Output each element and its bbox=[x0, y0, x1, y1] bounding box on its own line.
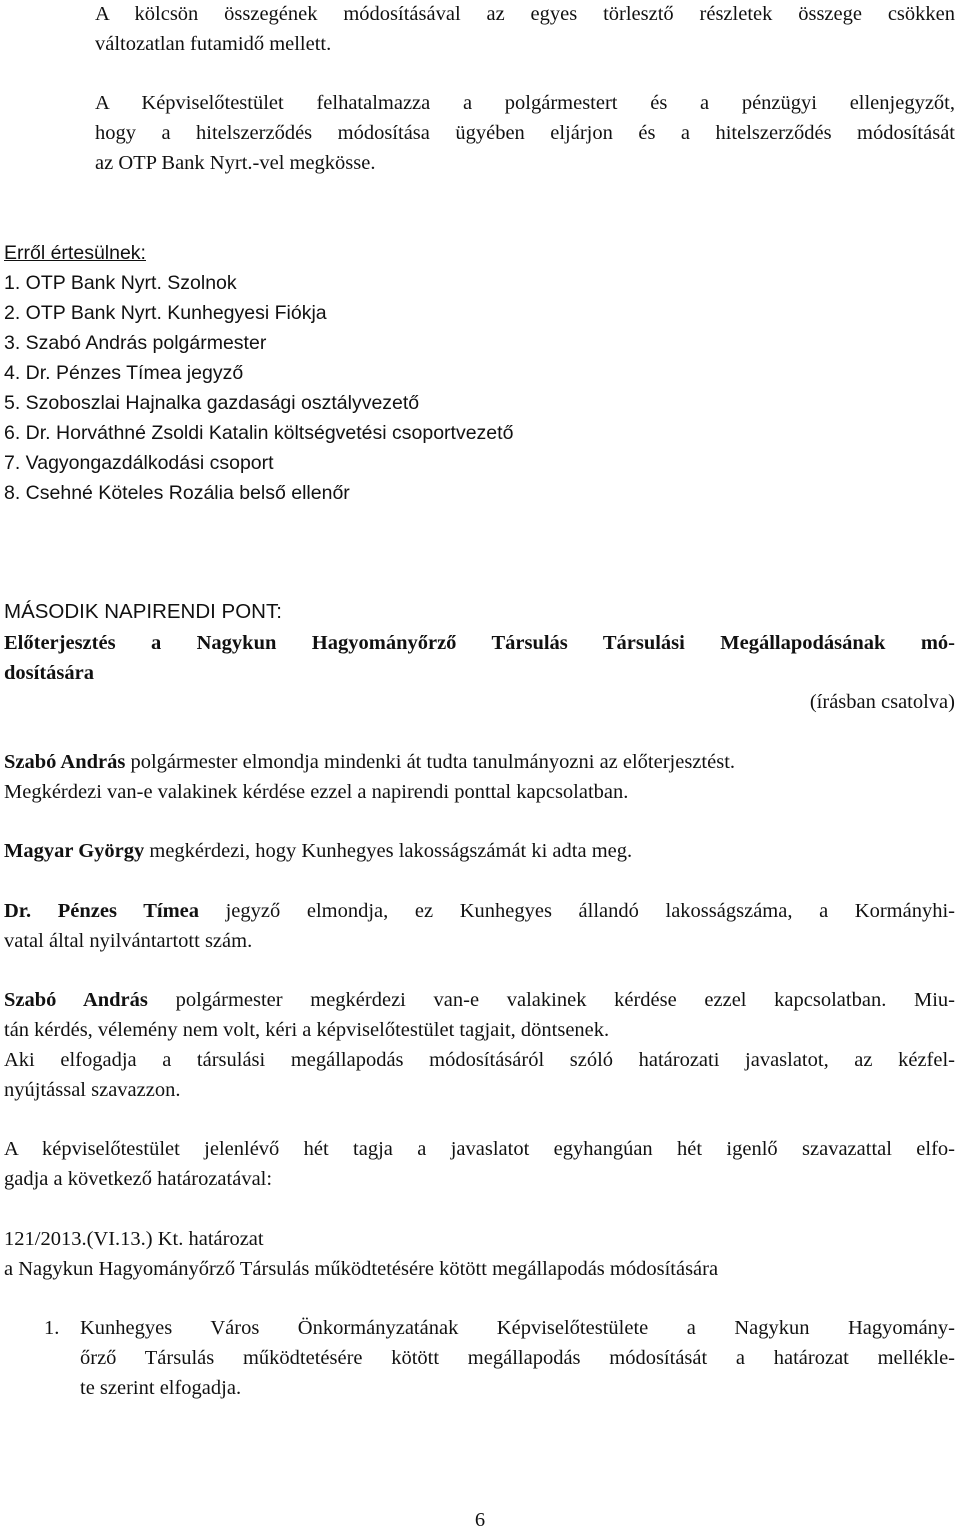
minutes-p3-line-1 bbox=[4, 896, 955, 926]
resolution-item-line-2: őrző Társulás működtetésére kötött megállapodás módosítását a határozat mellékle- bbox=[80, 1347, 955, 1369]
minutes-p4-line-2: tán kérdés, vélemény nem volt, kéri a képviselőtestület tagjait, döntsenek. bbox=[4, 1019, 610, 1041]
intro-line-1: A kölcsön összegének módosításával az egyes törlesztő részletek összege csökken bbox=[95, 3, 955, 25]
speaker-name: Szabó András bbox=[4, 989, 148, 1011]
notify-item: 4. Dr. Pénzes Tímea jegyző bbox=[4, 362, 244, 384]
notify-item: 6. Dr. Horváthné Zsoldi Katalin költségvetési csoportvezető bbox=[4, 422, 514, 444]
notify-item: 1. OTP Bank Nyrt. Szolnok bbox=[4, 272, 237, 294]
minutes-p5-line-2: gadja a következő határozatával: bbox=[4, 1168, 273, 1190]
minutes-p4-line-4: nyújtással szavazzon. bbox=[4, 1079, 181, 1101]
speaker-name: Magyar György bbox=[4, 840, 145, 862]
notify-item: 5. Szoboszlai Hajnalka gazdasági osztályvezető bbox=[4, 392, 420, 414]
agenda-heading: MÁSODIK NAPIRENDI PONT: bbox=[4, 600, 282, 623]
notify-item: 3. Szabó András polgármester bbox=[4, 332, 267, 354]
minutes-p4-line-3: Aki elfogadja a társulási megállapodás módosításáról szóló határozati javaslatot, az kézfel- bbox=[4, 1049, 955, 1071]
page-number: 6 bbox=[474, 1509, 486, 1531]
notify-item: 2. OTP Bank Nyrt. Kunhegyesi Fiókja bbox=[4, 302, 327, 324]
resolution-item-line-3: te szerint elfogadja. bbox=[80, 1377, 242, 1399]
minutes-p5-line-1: A képviselőtestület jelenlévő hét tagja a javaslatot egyhangúan hét igenlő szavazattal elfo- bbox=[4, 1138, 955, 1160]
authorization-line-1: A Képviselőtestület felhatalmazza a polgármestert és a pénzügyi ellenjegyzőt, bbox=[95, 92, 955, 114]
minutes-p3-line-2: vatal által nyilvántartott szám. bbox=[4, 930, 253, 952]
authorization-line-3: az OTP Bank Nyrt.-vel megkösse. bbox=[95, 152, 376, 174]
agenda-title-line-1: Előterjesztés a Nagykun Hagyományőrző Társulás Társulási Megállapodásának mó- bbox=[4, 632, 955, 654]
resolution-item-line-1: Kunhegyes Város Önkormányzatának Képviselőtestülete a Nagykun Hagyomány- bbox=[80, 1317, 955, 1339]
minutes-p1-line-1 bbox=[4, 747, 735, 777]
notify-list bbox=[4, 268, 513, 508]
speaker-name: Szabó András bbox=[4, 751, 126, 773]
minutes-text: polgármester megkérdezi van-e valakinek kérdése ezzel kapcsolatban. Miu- bbox=[147, 989, 955, 1011]
attached-note: (írásban csatolva) bbox=[809, 691, 955, 713]
notify-item: 7. Vagyongazdálkodási csoport bbox=[4, 452, 274, 474]
resolution-item-number: 1. bbox=[44, 1317, 60, 1339]
notify-item: 8. Csehné Köteles Rozália belső ellenőr bbox=[4, 482, 350, 504]
minutes-p1-line-2: Megkérdezi van-e valakinek kérdése ezzel a napirendi ponttal kapcsolatban. bbox=[4, 781, 629, 803]
minutes-text: jegyző elmondja, ez Kunhegyes állandó lakosságszáma, a Kormányhi- bbox=[199, 900, 955, 922]
minutes-text: polgármester elmondja mindenki át tudta tanulmányozni az előterjesztést. bbox=[125, 751, 736, 773]
intro-line-2: változatlan futamidő mellett. bbox=[95, 33, 332, 55]
notify-heading: Erről értesülnek: bbox=[4, 242, 146, 264]
resolution-subject: a Nagykun Hagyományőrző Társulás működtetésére kötött megállapodás módosítására bbox=[4, 1258, 719, 1280]
speaker-name: Dr. Pénzes Tímea bbox=[4, 900, 199, 922]
minutes-p4-line-1 bbox=[4, 985, 955, 1015]
authorization-line-2: hogy a hitelszerződés módosítása ügyében eljárjon és a hitelszerződés módosítását bbox=[95, 122, 955, 144]
resolution-number: 121/2013.(VI.13.) Kt. határozat bbox=[4, 1228, 264, 1250]
agenda-title-line-2: dosítására bbox=[4, 662, 94, 684]
minutes-p2-line-1 bbox=[4, 836, 632, 866]
minutes-text: megkérdezi, hogy Kunhegyes lakosságszámát ki adta meg. bbox=[144, 840, 633, 862]
